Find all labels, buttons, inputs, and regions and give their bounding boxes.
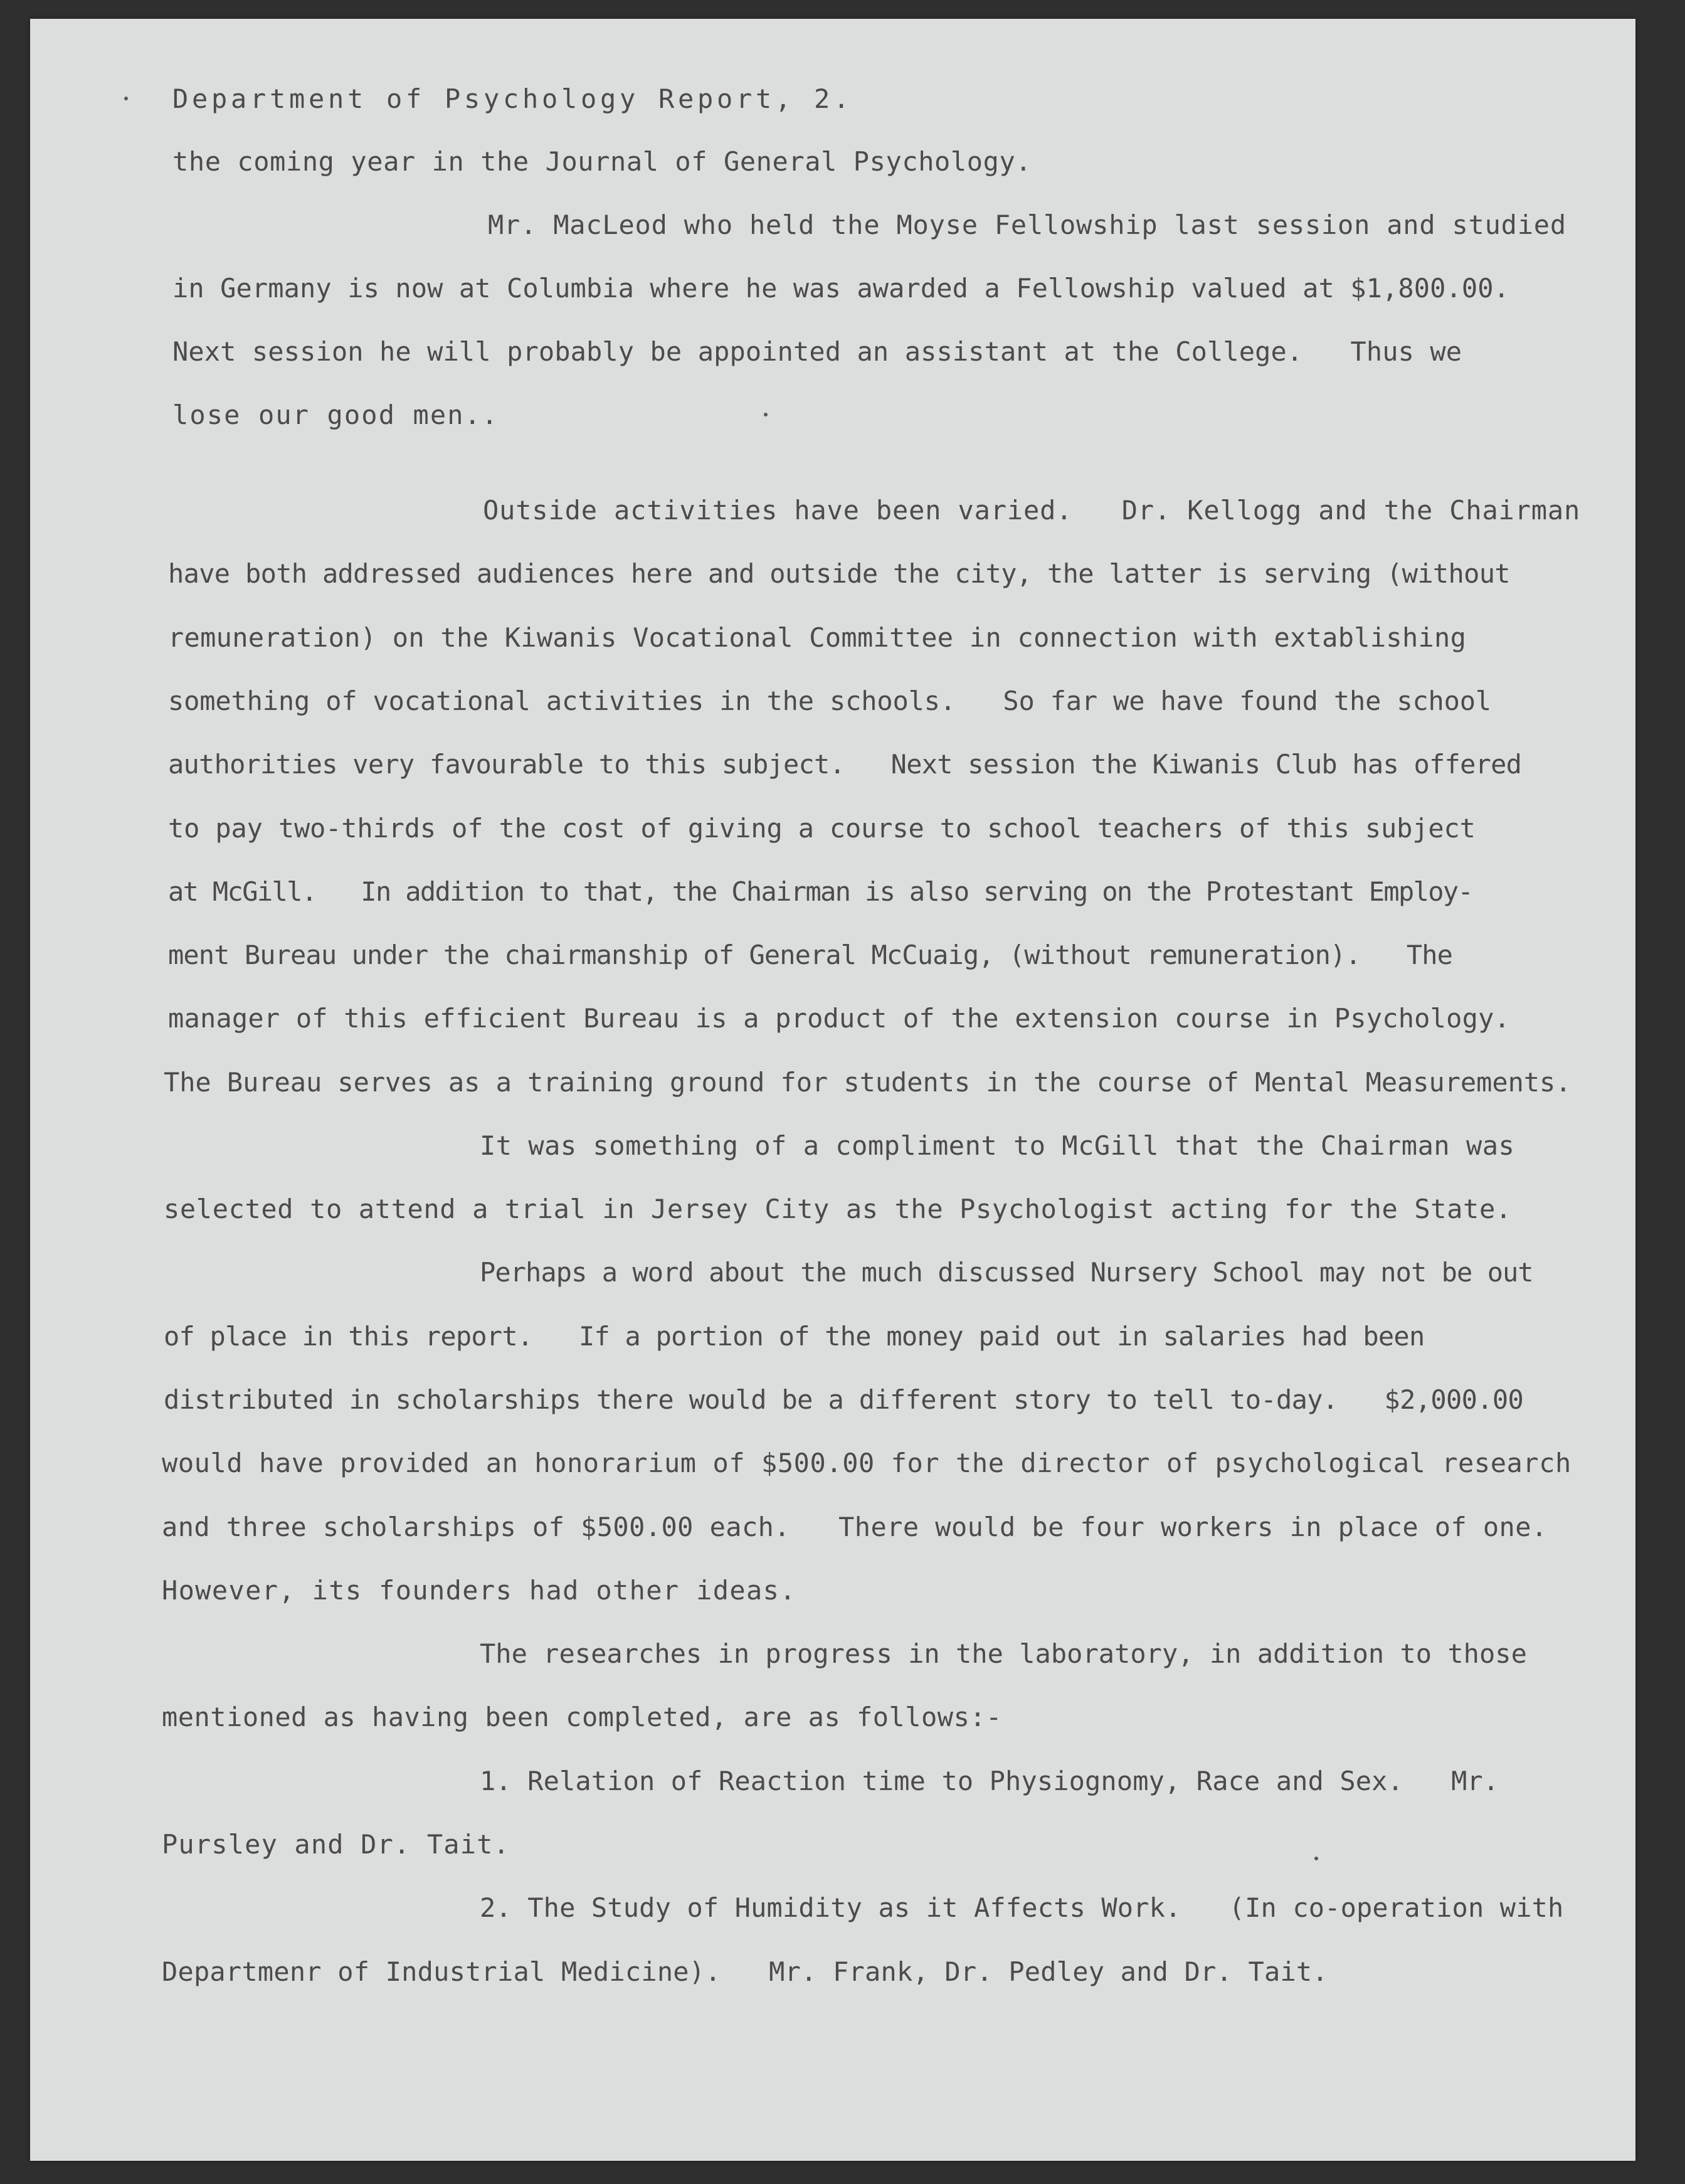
stray-mark: [1314, 1857, 1318, 1860]
text-line: The researches in progress in the laboratory, in addition to those: [480, 1638, 1527, 1669]
text-line: ment Bureau under the chairmanship of General McCuaig, (without remuneration). The: [168, 940, 1453, 970]
text-line: something of vocational activities in the schools. So far we have found the school: [168, 686, 1492, 716]
document-page: [30, 19, 1635, 2161]
text-line: 1. Relation of Reaction time to Physiognomy, Race and Sex. Mr.: [480, 1766, 1499, 1796]
text-line: 2. The Study of Humidity as it Affects Work. (In co-operation with: [480, 1892, 1564, 1923]
page-header: Department of Psychology Report, 2.: [172, 83, 853, 114]
stray-mark: [764, 413, 768, 416]
text-line: the coming year in the Journal of General Psychology.: [172, 146, 1032, 177]
text-line: in Germany is now at Columbia where he was awarded a Fellowship valued at $1,800.00.: [172, 273, 1510, 304]
text-line: Pursley and Dr. Tait.: [162, 1829, 510, 1860]
text-line: selected to attend a trial in Jersey City as the Psychologist acting for the State.: [164, 1194, 1512, 1224]
text-line: of place in this report. If a portion of the money paid out in salaries had been: [164, 1321, 1425, 1352]
text-line: The Bureau serves as a training ground for students in the course of Mental Measurements.: [164, 1067, 1571, 1098]
text-line: and three scholarships of $500.00 each. There would be four workers in place of one.: [162, 1512, 1548, 1542]
text-line: remuneration) on the Kiwanis Vocational Committee in connection with extablishing: [168, 622, 1467, 653]
text-line: have both addressed audiences here and outside the city, the latter is serving (without: [168, 558, 1510, 589]
text-line: Departmenr of Industrial Medicine). Mr. Frank, Dr. Pedley and Dr. Tait.: [162, 1956, 1328, 1987]
text-line: Next session he will probably be appointed an assistant at the College. Thus we: [172, 336, 1462, 367]
text-line: lose our good men..: [172, 400, 499, 430]
text-line: Perhaps a word about the much discussed Nursery School may not be out: [480, 1257, 1533, 1288]
text-line: at McGill. In addition to that, the Chairman is also serving on the Protestant Employ-: [168, 876, 1473, 907]
text-line: mentioned as having been completed, are as follows:-: [162, 1702, 1002, 1732]
margin-dot: [124, 97, 128, 100]
text-line: distributed in scholarships there would be a different story to tell to-day. $2,000.00: [164, 1384, 1524, 1415]
text-line: Mr. MacLeod who held the Moyse Fellowship last session and studied: [488, 209, 1566, 240]
text-line: Outside activities have been varied. Dr. Kellogg and the Chairman: [483, 495, 1581, 526]
text-line: It was something of a compliment to McGill that the Chairman was: [480, 1130, 1515, 1161]
text-line: would have provided an honorarium of $500.00 for the director of psychological research: [162, 1448, 1571, 1478]
text-line: authorities very favourable to this subject. Next session the Kiwanis Club has offered: [168, 749, 1522, 780]
text-line: to pay two-thirds of the cost of giving a course to school teachers of this subject: [168, 813, 1476, 844]
text-line: However, its founders had other ideas.: [162, 1575, 796, 1606]
text-line: manager of this efficient Bureau is a product of the extension course in Psychology.: [168, 1003, 1511, 1034]
